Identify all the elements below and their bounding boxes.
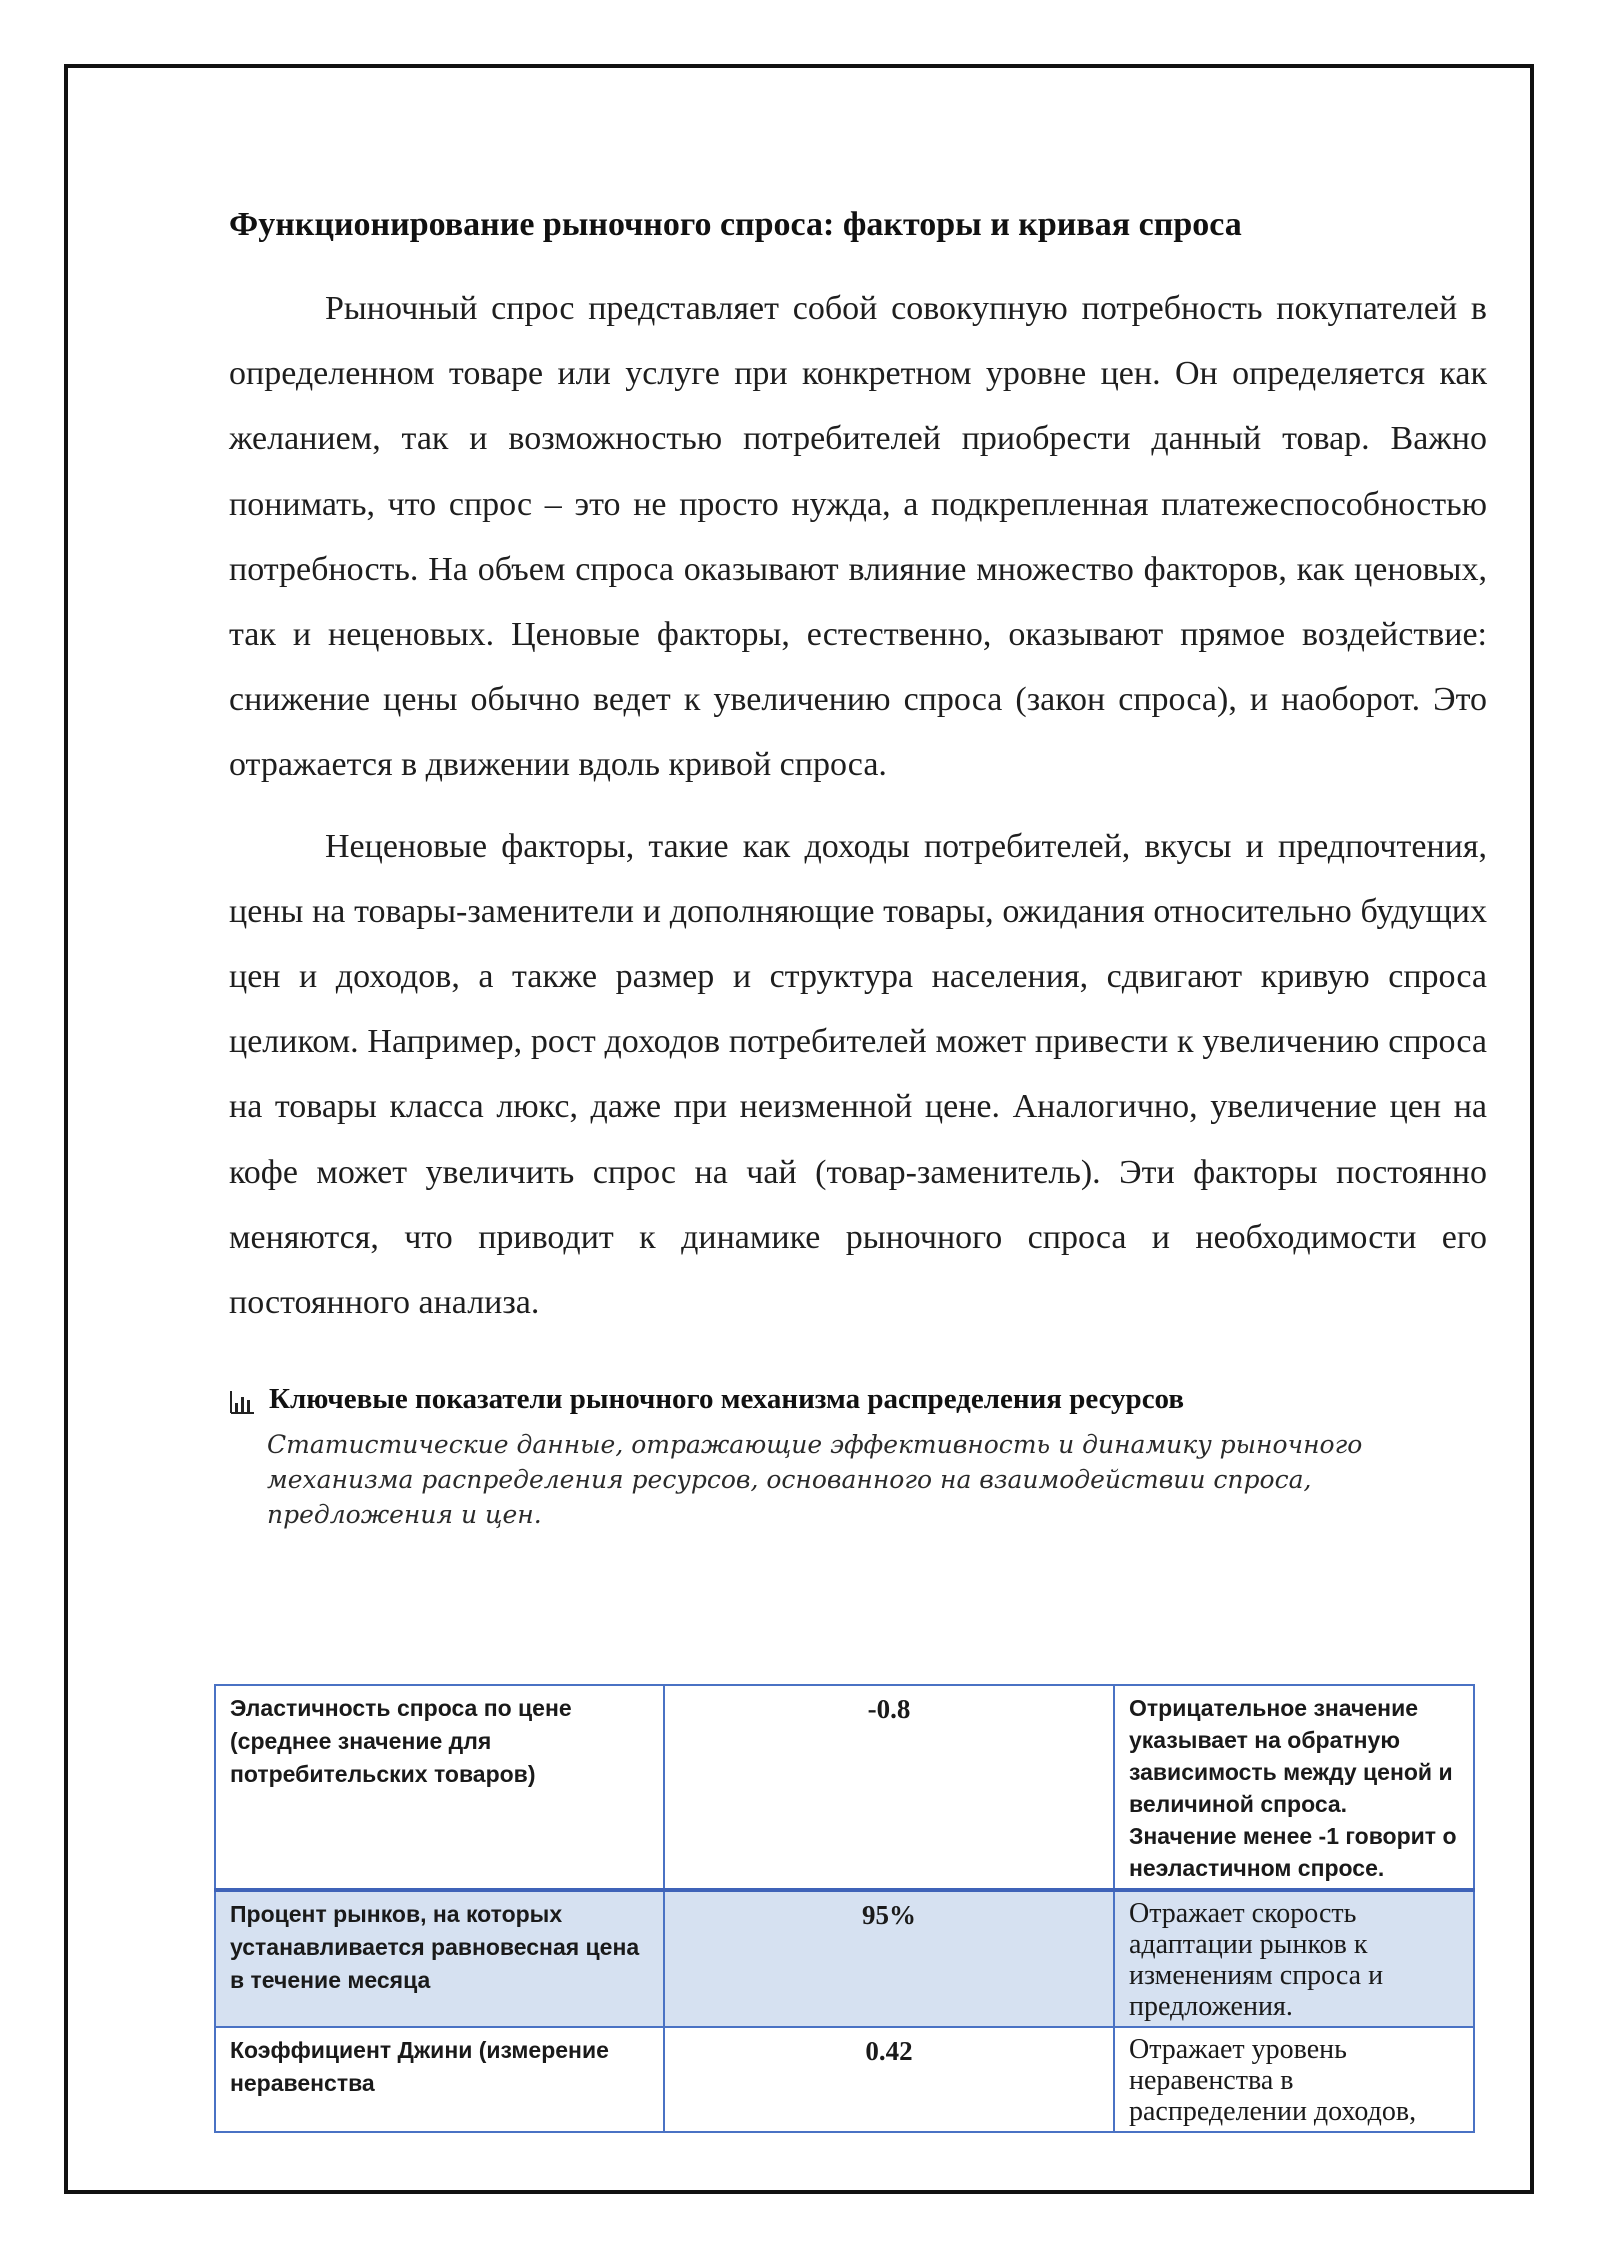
table-heading [229,1379,1487,1419]
table-heading-text: Ключевые показатели рыночного механизма распределения ресурсов [269,1383,1185,1416]
document-body [229,198,1487,1532]
indicator-description: Отражает уровень неравенства в распределении доходов, [1114,2027,1474,2132]
bar-chart-icon [229,1386,255,1412]
indicators-table [214,1684,1475,2133]
table-subtitle: Статистические данные, отражающие эффективность и динамику рыночного механизма распределения ресурсов, основанного на взаимодействии спроса, предложения и цен. [267,1430,1363,1530]
table-row [215,1685,1474,1890]
table-row [215,2027,1474,2132]
indicator-description: Отрицательное значение указывает на обратную зависимость между ценой и величиной спроса. Значение менее -1 говорит о неэластичном спросе. [1114,1685,1474,1890]
table-row [215,1890,1474,2027]
indicator-name: Процент рынков, на которых устанавливается равновесная цена в течение месяца [215,1890,664,2027]
document-title: Функционирование рыночного спроса: факторы и кривая спроса [229,206,1242,243]
indicator-name: Эластичность спроса по цене (среднее значение для потребительских товаров) [215,1685,664,1890]
indicator-value: -0.8 [664,1685,1114,1890]
indicator-value: 95% [664,1890,1114,2027]
indicator-description: Отражает скорость адаптации рынков к изменениям спроса и предложения. [1114,1890,1474,2027]
paragraph-2: Неценовые факторы, такие как доходы потребителей, вкусы и предпочтения, цены на товары-заменители и дополняющие товары, ожидания относительно будущих цен и доходов, а также размер и структура населения, сдвигают кривую спроса целиком. Например, рост доходов потребителей может привести к увеличению спроса на товары класса люкс, даже при неизменной цене. Аналогично, увеличение цен на кофе может увеличить спрос на чай (товар-заменитель). Эти факторы постоянно меняются, что приводит к динамике рыночного спроса и необходимости его постоянного анализа. [229,827,1487,1322]
indicator-value: 0.42 [664,2027,1114,2132]
paragraph-1: Рыночный спрос представляет собой совокупную потребность покупателей в определенном товаре или услуге при конкретном уровне цен. Он определяется как желанием, так и возможностью потребителей приобрести данный товар. Важно понимать, что спрос – это не просто нужда, а подкрепленная платежеспособностью потребность. На объем спроса оказывают влияние множество факторов, как ценовых, так и неценовых. Ценовые факторы, естественно, оказывают прямое воздействие: снижение цены обычно ведет к увеличению спроса (закон спроса), и наоборот. Это отражается в движении вдоль кривой спроса. [229,290,1487,784]
indicator-name: Коэффициент Джини (измерение неравенства [215,2027,664,2132]
